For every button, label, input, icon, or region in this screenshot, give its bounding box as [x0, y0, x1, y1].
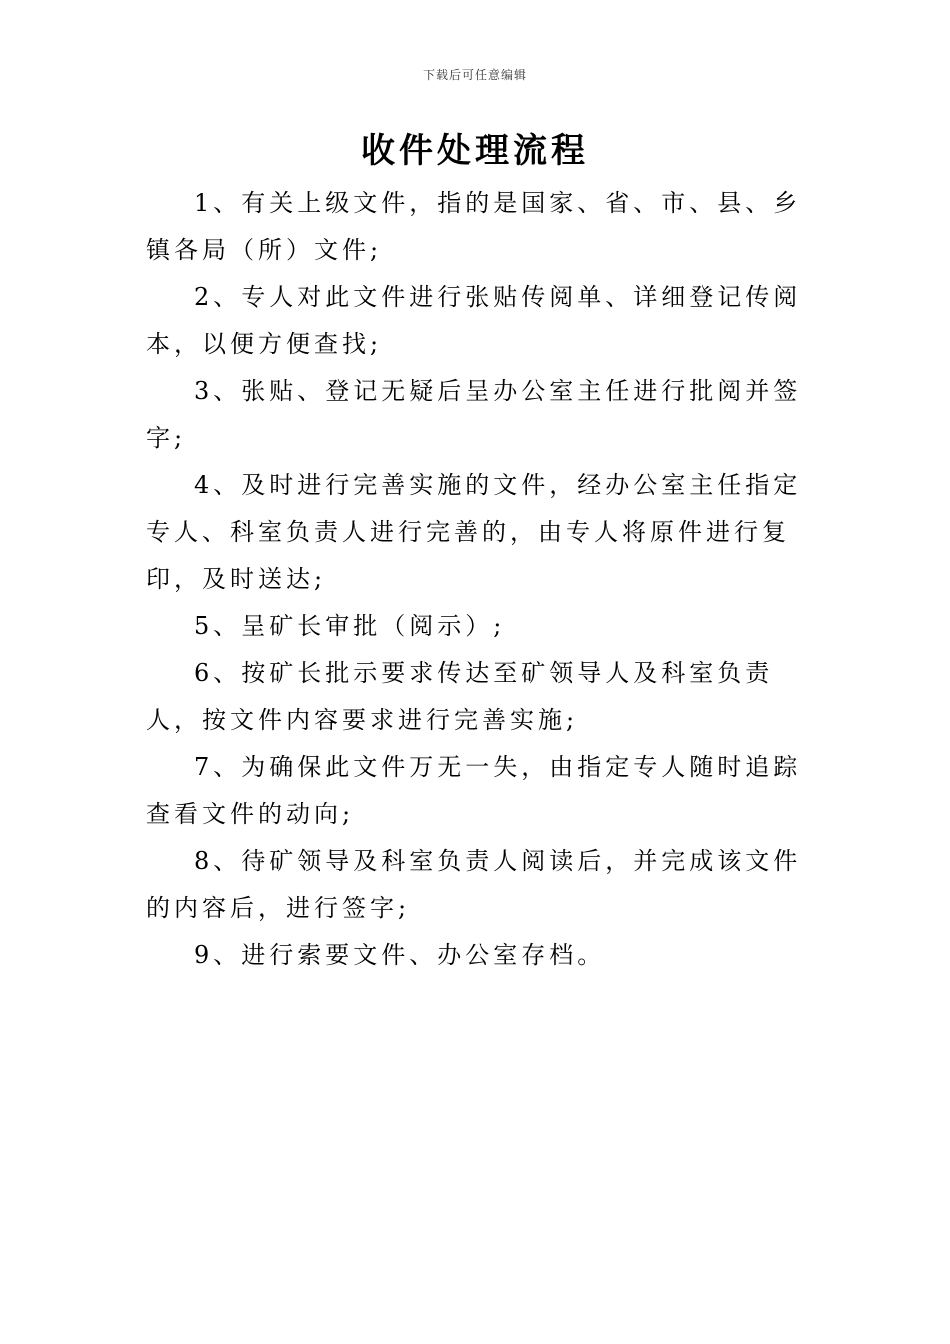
paragraph-9: 9、进行索要文件、办公室存档。: [194, 941, 606, 969]
paragraph-1: 1、有关上级文件，指的是国家、省、市、县、乡镇各局（所）文件;: [146, 189, 802, 264]
paragraph-6: 6、按矿长批示要求传达至矿领导人及科室负责人，按文件内容要求进行完善实施;: [146, 659, 774, 734]
paragraph-3: 3、张贴、登记无疑后呈办公室主任进行批阅并签字;: [146, 377, 802, 452]
paragraph-4: 4、及时进行完善实施的文件，经办公室主任指定专人、科室负责人进行完善的，由专人将原件进行复印，及时送达;: [146, 471, 802, 593]
header-note: 下载后可任意编辑: [422, 68, 527, 82]
paragraph-2: 2、专人对此文件进行张贴传阅单、详细登记传阅本，以便方便查找;: [146, 283, 802, 358]
document-body: [146, 180, 810, 979]
paragraph-8: 8、待矿领导及科室负责人阅读后，并完成该文件的内容后，进行签字;: [146, 847, 802, 922]
document-title: 收件处理流程: [361, 131, 589, 171]
paragraph-5: 5、呈矿长审批（阅示）;: [194, 612, 506, 640]
paragraph-7: 7、为确保此文件万无一失，由指定专人随时追踪查看文件的动向;: [146, 753, 802, 828]
